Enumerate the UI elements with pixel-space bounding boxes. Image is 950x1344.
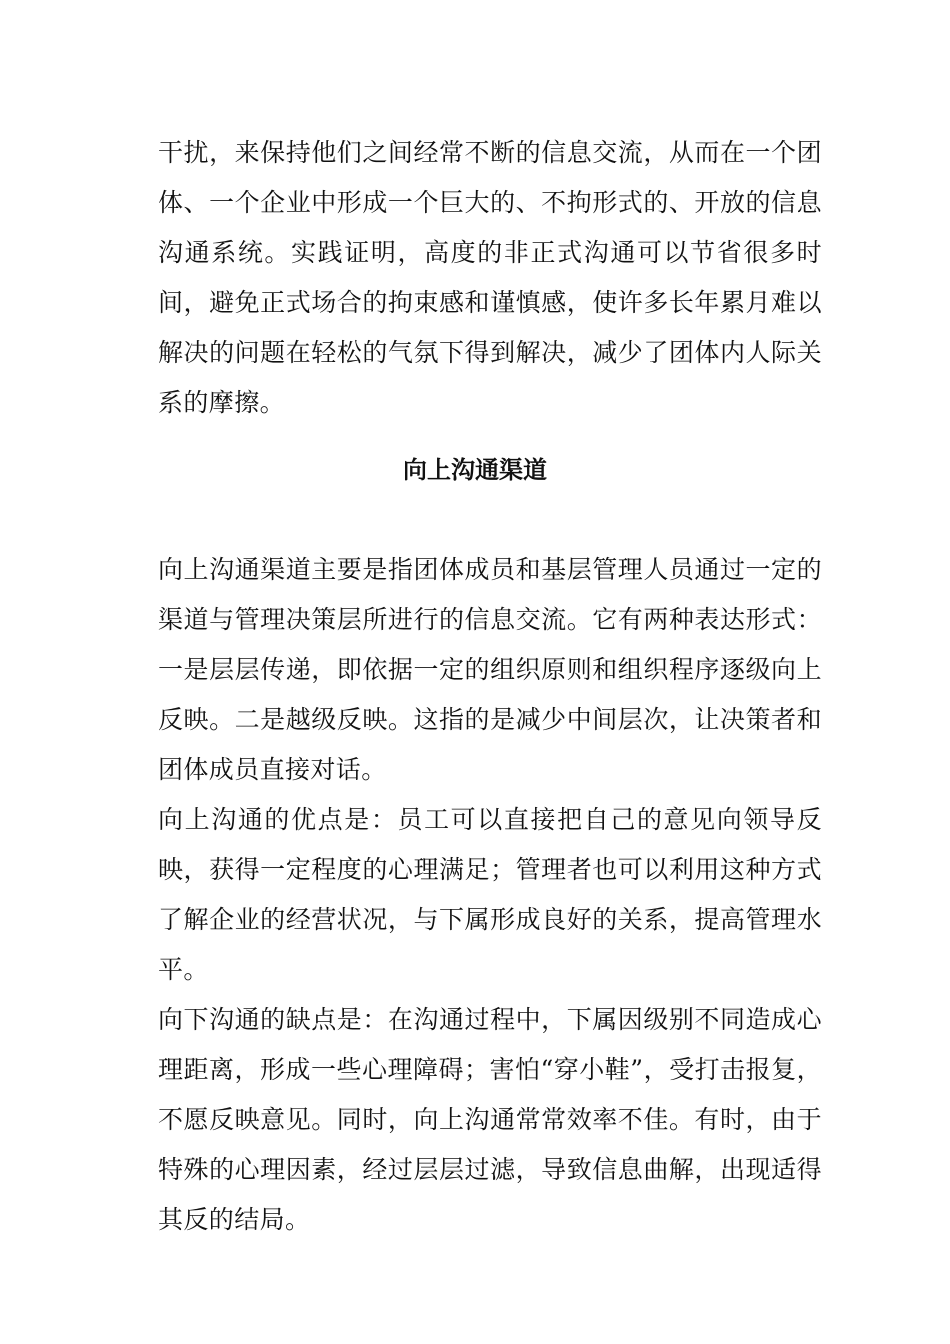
- paragraph-upward-channel-definition: 向上沟通渠道主要是指团体成员和基层管理人员通过一定的渠道与管理决策层所进行的信息交流。它有两种表达形式：一是层层传递，即依据一定的组织原则和组织程序逐级向上反映。二是越级反映。这指的是减少中间层次，让决策者和团体成员直接对话。: [158, 555, 822, 784]
- paragraph-upward-advantages: 向上沟通的优点是：员工可以直接把自己的意见向领导反映，获得一定程度的心理满足；管理者也可以利用这种方式了解企业的经营状况，与下属形成良好的关系，提高管理水平。: [158, 805, 822, 984]
- paragraph-disadvantages: 向下沟通的缺点是：在沟通过程中，下属因级别不同造成心理距离，形成一些心理障碍；害怕“穿小鞋”，受打击报复，不愿反映意见。同时，向上沟通常常效率不佳。有时，由于特殊的心理因素，经过层层过滤，导致信息曲解，出现适得其反的结局。: [158, 1005, 822, 1234]
- paragraph-informal-communication: 干扰，来保持他们之间经常不断的信息交流，从而在一个团体、一个企业中形成一个巨大的、不拘形式的、开放的信息沟通系统。实践证明，高度的非正式沟通可以节省很多时间，避免正式场合的拘束感和谨慎感，使许多长年累月难以解决的问题在轻松的气氛下得到解决，减少了团体内人际关系的摩擦。: [158, 138, 822, 417]
- section-heading: 向上沟通渠道: [403, 456, 547, 484]
